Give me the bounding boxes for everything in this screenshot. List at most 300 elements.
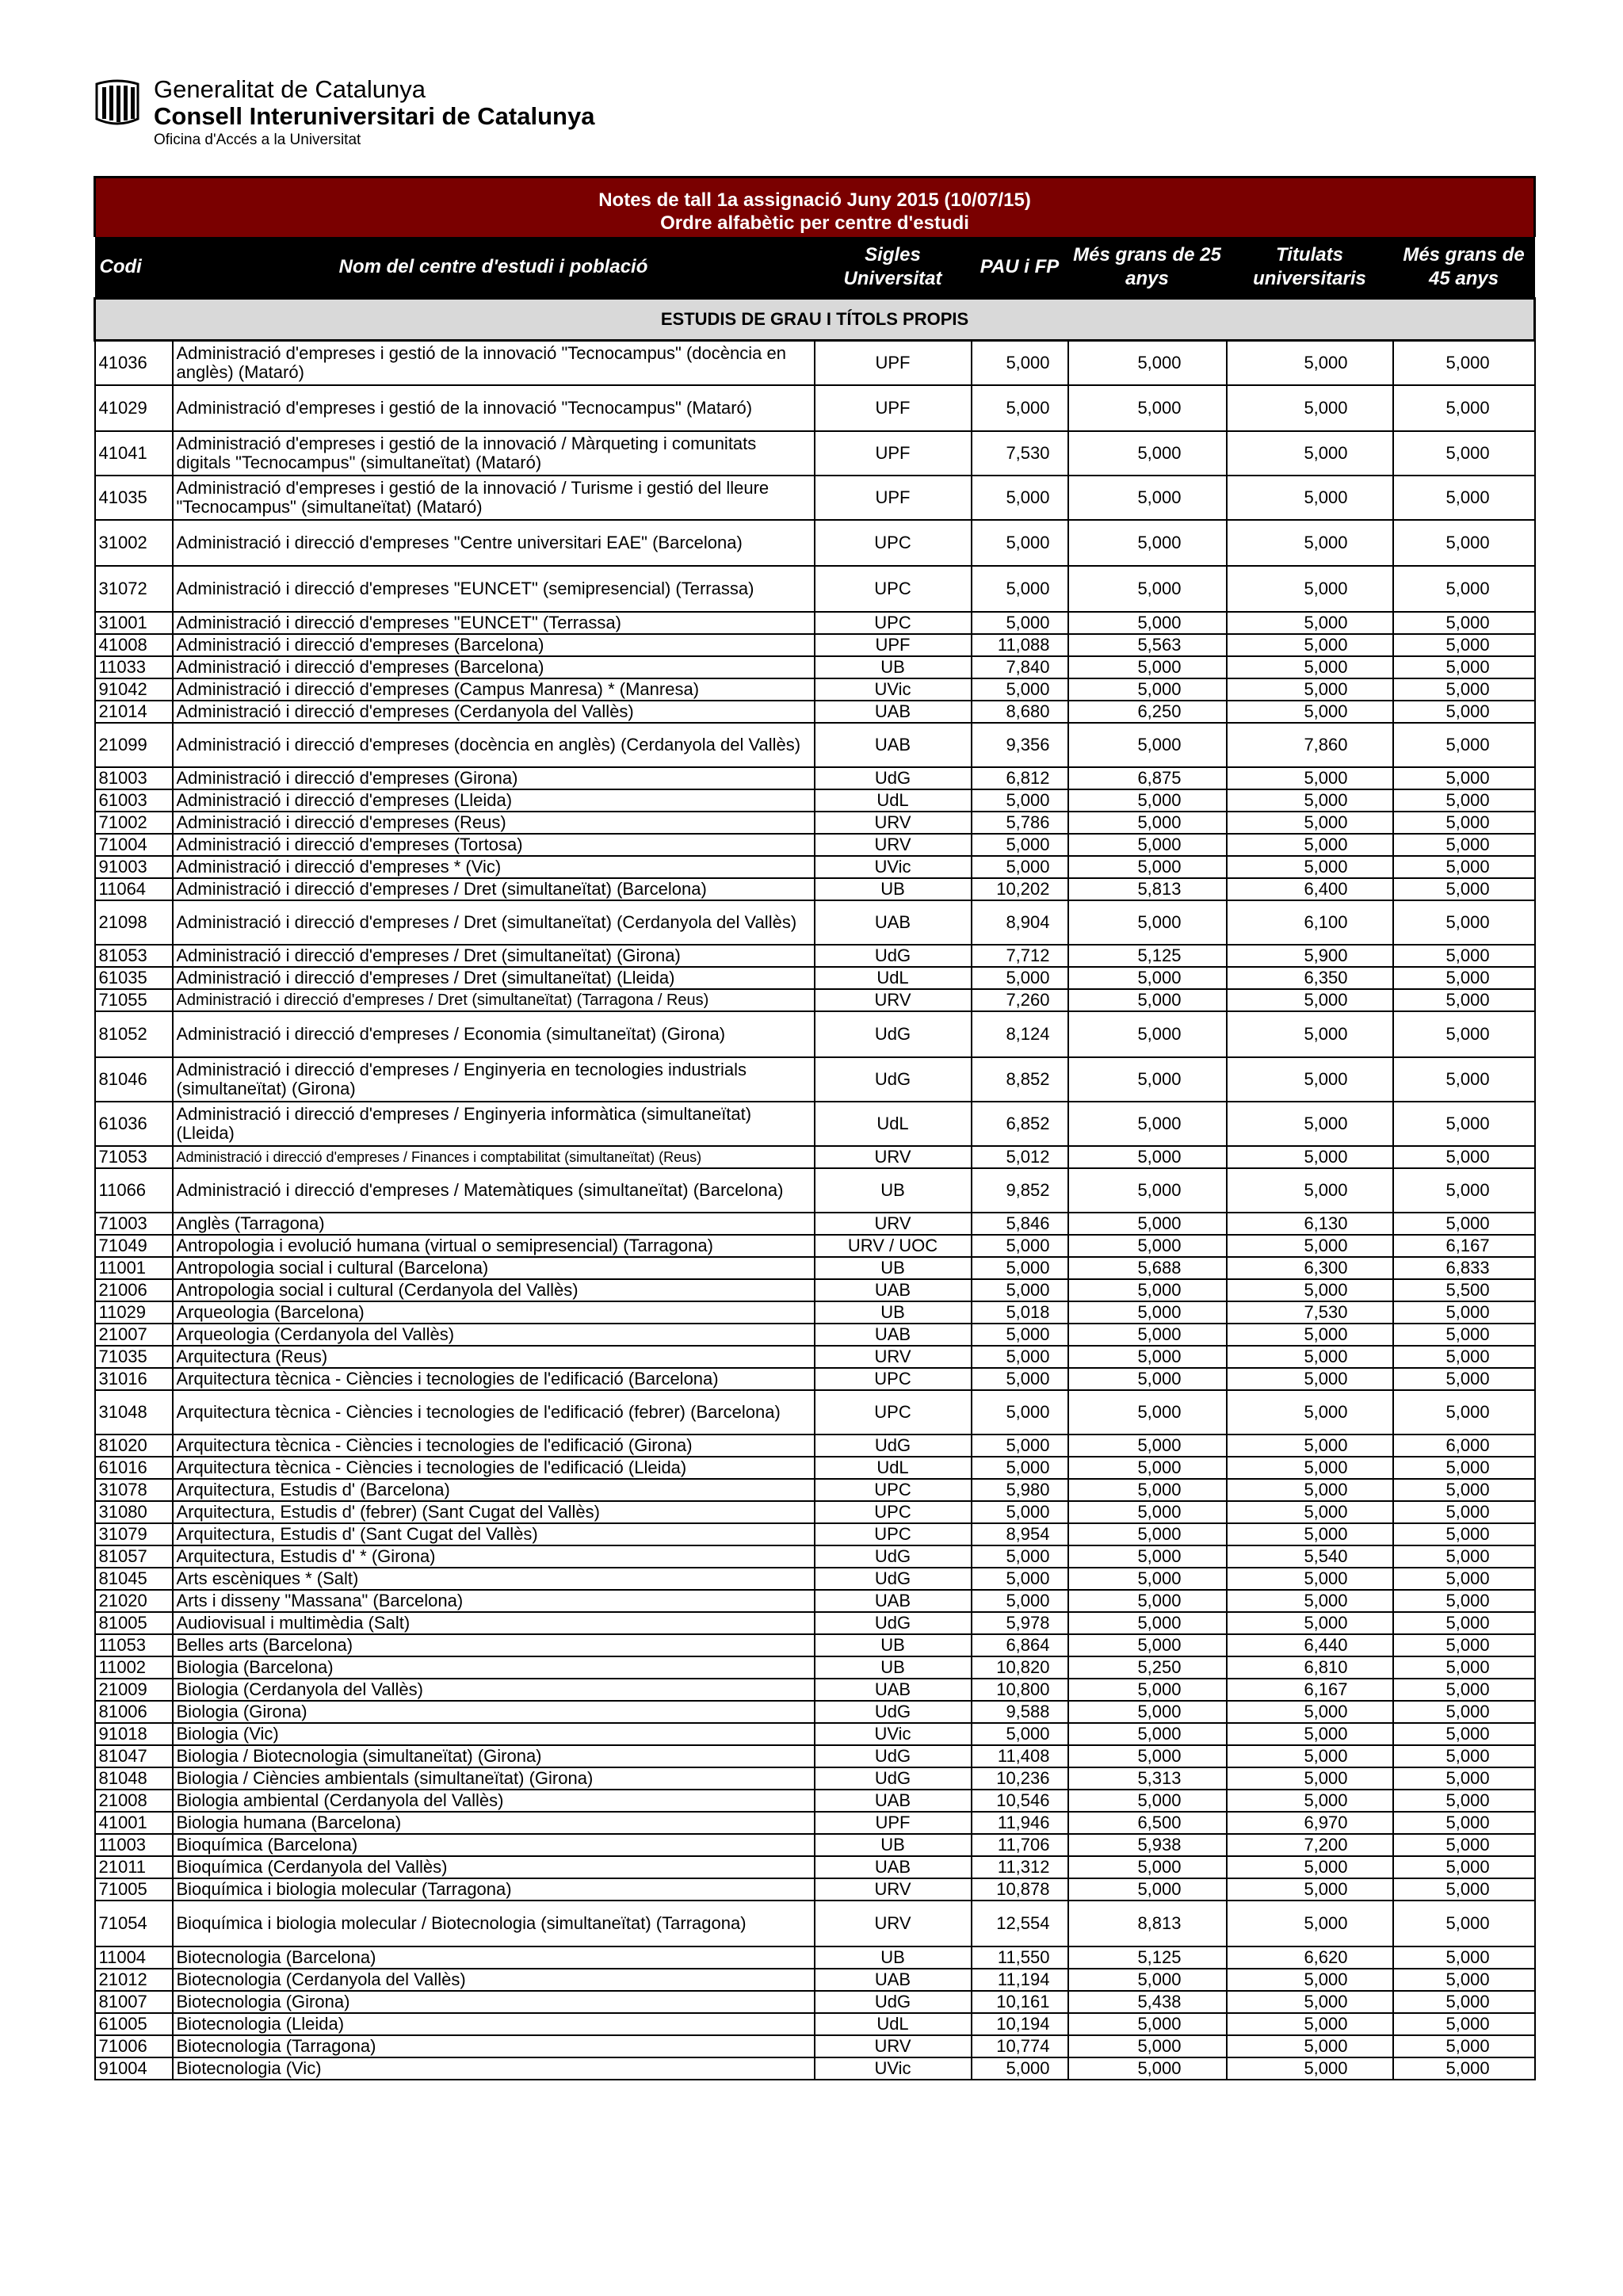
row-codi: 41035 [95,476,173,520]
row-codi: 71003 [95,1213,173,1235]
row-university: URV [815,1146,972,1168]
row-centre-name: Arquitectura, Estudis d' (Barcelona) [173,1479,815,1501]
row-university: URV [815,1878,972,1901]
row-mg25: 5,000 [1068,2057,1227,2080]
row-university: URV [815,2035,972,2057]
row-university: URV [815,812,972,834]
row-centre-name: Arquitectura tècnica - Ciències i tecnologies de l'edificació (Girona) [173,1435,815,1457]
row-codi: 71054 [95,1901,173,1946]
row-mg45: 5,000 [1393,812,1535,834]
row-mg45: 5,000 [1393,1612,1535,1634]
row-titulats: 6,620 [1227,1946,1393,1969]
row-titulats: 6,350 [1227,967,1393,989]
row-mg45: 5,000 [1393,1656,1535,1679]
row-mg25: 5,000 [1068,967,1227,989]
row-codi: 81007 [95,1991,173,2013]
row-mg25: 5,000 [1068,834,1227,856]
row-codi: 21007 [95,1324,173,1346]
row-pau-fp: 11,550 [972,1946,1068,1969]
row-university: UB [815,656,972,678]
row-university: UdG [815,767,972,789]
row-titulats: 5,540 [1227,1545,1393,1568]
row-centre-name: Bioquímica i biologia molecular / Biotecnologia (simultaneïtat) (Tarragona) [173,1901,815,1946]
table-row [95,1834,1535,1856]
table-row [95,1168,1535,1213]
row-mg45: 5,000 [1393,2035,1535,2057]
row-mg45: 5,000 [1393,341,1535,386]
row-codi: 71004 [95,834,173,856]
row-pau-fp: 9,852 [972,1168,1068,1213]
table-row [95,1523,1535,1545]
row-mg45: 5,000 [1393,476,1535,520]
row-pau-fp: 5,000 [972,1723,1068,1745]
table-row [95,612,1535,634]
table-row [95,1279,1535,1301]
row-mg25: 5,000 [1068,1235,1227,1257]
row-titulats: 5,000 [1227,1501,1393,1523]
row-codi: 31002 [95,520,173,566]
row-mg45: 5,000 [1393,1634,1535,1656]
row-mg25: 5,000 [1068,856,1227,878]
row-pau-fp: 5,000 [972,834,1068,856]
row-mg45: 5,000 [1393,1723,1535,1745]
row-centre-name: Biologia humana (Barcelona) [173,1812,815,1834]
row-codi: 41029 [95,385,173,431]
row-centre-name: Biotecnologia (Cerdanyola del Vallès) [173,1969,815,1991]
row-centre-name: Biotecnologia (Vic) [173,2057,815,2080]
row-codi: 21006 [95,1279,173,1301]
row-mg45: 5,000 [1393,1523,1535,1545]
row-centre-name: Bioquímica (Cerdanyola del Vallès) [173,1856,815,1878]
row-university: UPC [815,1501,972,1523]
row-codi: 11003 [95,1834,173,1856]
row-codi: 61005 [95,2013,173,2035]
row-mg25: 5,000 [1068,1479,1227,1501]
row-titulats: 5,000 [1227,856,1393,878]
col-header-mg45: Més grans de 45 anys [1393,237,1535,299]
row-titulats: 5,000 [1227,566,1393,612]
row-centre-name: Biologia (Vic) [173,1723,815,1745]
table-row [95,2035,1535,2057]
row-titulats: 6,400 [1227,878,1393,900]
row-university: UAB [815,900,972,945]
row-university: UPF [815,385,972,431]
row-centre-name: Administració i direcció d'empreses "EUNCET" (semipresencial) (Terrassa) [173,566,815,612]
row-codi: 81006 [95,1701,173,1723]
table-row [95,723,1535,767]
row-mg25: 5,000 [1068,900,1227,945]
row-mg45: 5,000 [1393,1324,1535,1346]
row-pau-fp: 6,812 [972,767,1068,789]
row-titulats: 5,000 [1227,1523,1393,1545]
row-university: UB [815,1301,972,1324]
row-codi: 71035 [95,1346,173,1368]
row-university: UPF [815,476,972,520]
row-mg25: 5,000 [1068,1545,1227,1568]
row-mg25: 5,000 [1068,1701,1227,1723]
row-centre-name: Belles arts (Barcelona) [173,1634,815,1656]
row-codi: 31079 [95,1523,173,1545]
row-pau-fp: 8,852 [972,1057,1068,1102]
table-body [95,341,1535,2080]
row-centre-name: Biologia ambiental (Cerdanyola del Vallès) [173,1790,815,1812]
row-mg45: 5,000 [1393,1011,1535,1057]
row-codi: 41036 [95,341,173,386]
row-university: UAB [815,1679,972,1701]
row-pau-fp: 5,000 [972,1346,1068,1368]
row-codi: 91018 [95,1723,173,1745]
row-mg25: 5,000 [1068,989,1227,1011]
row-university: UAB [815,1279,972,1301]
row-mg25: 5,000 [1068,1146,1227,1168]
table-row [95,1545,1535,1568]
row-titulats: 5,000 [1227,1878,1393,1901]
row-university: UdG [815,1701,972,1723]
row-mg45: 5,000 [1393,1745,1535,1767]
row-mg25: 5,000 [1068,1969,1227,1991]
row-pau-fp: 5,000 [972,1257,1068,1279]
row-codi: 41041 [95,431,173,476]
row-codi: 61035 [95,967,173,989]
row-mg45: 5,000 [1393,1834,1535,1856]
row-mg25: 5,000 [1068,1856,1227,1878]
row-pau-fp: 11,946 [972,1812,1068,1834]
row-pau-fp: 10,878 [972,1878,1068,1901]
table-row [95,1590,1535,1612]
row-mg45: 5,000 [1393,1057,1535,1102]
row-university: UdL [815,2013,972,2035]
row-pau-fp: 11,194 [972,1969,1068,1991]
row-codi: 31080 [95,1501,173,1523]
table-row [95,1457,1535,1479]
row-centre-name: Administració i direcció d'empreses (Reus) [173,812,815,834]
row-titulats: 5,000 [1227,1346,1393,1368]
row-mg25: 5,000 [1068,812,1227,834]
row-pau-fp: 10,236 [972,1767,1068,1790]
row-mg25: 5,813 [1068,878,1227,900]
table-row [95,1634,1535,1656]
table-row [95,1346,1535,1368]
row-mg25: 5,000 [1068,1346,1227,1368]
row-centre-name: Administració i direcció d'empreses (Campus Manresa) * (Manresa) [173,678,815,701]
table-row [95,656,1535,678]
row-university: UB [815,1634,972,1656]
row-pau-fp: 12,554 [972,1901,1068,1946]
row-mg45: 5,000 [1393,723,1535,767]
table-row [95,945,1535,967]
table-row [95,2013,1535,2035]
row-titulats: 5,000 [1227,1479,1393,1501]
row-pau-fp: 5,000 [972,678,1068,701]
row-titulats: 7,200 [1227,1834,1393,1856]
table-row [95,1057,1535,1102]
row-mg25: 5,000 [1068,789,1227,812]
row-codi: 11033 [95,656,173,678]
table-row [95,1856,1535,1878]
col-header-mg25: Més grans de 25 anys [1068,237,1227,299]
row-mg25: 6,875 [1068,767,1227,789]
row-mg25: 5,000 [1068,1612,1227,1634]
row-mg45: 5,000 [1393,1568,1535,1590]
row-mg45: 5,500 [1393,1279,1535,1301]
row-pau-fp: 5,000 [972,1457,1068,1479]
table-row [95,967,1535,989]
row-university: UdG [815,1745,972,1767]
row-pau-fp: 5,000 [972,1568,1068,1590]
table-row [95,812,1535,834]
row-pau-fp: 11,088 [972,634,1068,656]
table-row [95,1102,1535,1146]
row-titulats: 5,000 [1227,476,1393,520]
row-codi: 11053 [95,1634,173,1656]
row-titulats: 5,000 [1227,1969,1393,1991]
row-university: UPF [815,1812,972,1834]
row-university: URV [815,834,972,856]
row-codi: 81053 [95,945,173,967]
row-centre-name: Administració i direcció d'empreses / Dret (simultaneïtat) (Tarragona / Reus) [173,989,815,1011]
table-row [95,1991,1535,2013]
table-row [95,900,1535,945]
row-mg25: 5,000 [1068,1790,1227,1812]
row-mg45: 5,000 [1393,1390,1535,1435]
row-titulats: 5,000 [1227,1324,1393,1346]
row-mg25: 5,125 [1068,1946,1227,1969]
row-centre-name: Arts escèniques * (Salt) [173,1568,815,1590]
row-codi: 31001 [95,612,173,634]
table-row [95,1767,1535,1790]
row-centre-name: Arqueologia (Barcelona) [173,1301,815,1324]
row-university: UPC [815,566,972,612]
row-pau-fp: 5,980 [972,1479,1068,1501]
row-titulats: 5,000 [1227,1723,1393,1745]
row-pau-fp: 7,260 [972,989,1068,1011]
row-codi: 31072 [95,566,173,612]
row-codi: 21020 [95,1590,173,1612]
row-mg25: 5,000 [1068,1568,1227,1590]
row-mg45: 5,000 [1393,701,1535,723]
row-mg45: 5,000 [1393,656,1535,678]
row-pau-fp: 7,840 [972,656,1068,678]
row-centre-name: Administració i direcció d'empreses / Dret (simultaneïtat) (Girona) [173,945,815,967]
row-codi: 41008 [95,634,173,656]
row-mg25: 6,500 [1068,1812,1227,1834]
row-mg25: 5,000 [1068,2013,1227,2035]
row-university: UdL [815,967,972,989]
row-mg45: 5,000 [1393,1946,1535,1969]
row-mg45: 5,000 [1393,856,1535,878]
table-row [95,1146,1535,1168]
row-centre-name: Administració d'empreses i gestió de la innovació / Turisme i gestió del lleure "Tecnocampus" (simultaneïtat) (Mataró) [173,476,815,520]
row-mg25: 5,563 [1068,634,1227,656]
table-row [95,1612,1535,1634]
row-university: UVic [815,2057,972,2080]
row-mg25: 5,000 [1068,520,1227,566]
row-centre-name: Administració i direcció d'empreses / Dret (simultaneïtat) (Barcelona) [173,878,815,900]
row-codi: 21098 [95,900,173,945]
row-titulats: 5,000 [1227,1057,1393,1102]
table-row [95,520,1535,566]
row-university: UB [815,1834,972,1856]
row-titulats: 5,000 [1227,634,1393,656]
row-centre-name: Bioquímica i biologia molecular (Tarragona) [173,1878,815,1901]
row-university: UVic [815,678,972,701]
row-mg25: 5,000 [1068,1634,1227,1656]
row-university: URV [815,1901,972,1946]
org-name-generalitat: Generalitat de Catalunya [154,75,426,103]
table-row [95,1301,1535,1324]
row-centre-name: Administració i direcció d'empreses / Enginyeria informàtica (simultaneïtat) (Lleida) [173,1102,815,1146]
row-university: UdL [815,1457,972,1479]
row-codi: 71055 [95,989,173,1011]
row-pau-fp: 7,530 [972,431,1068,476]
row-titulats: 6,130 [1227,1213,1393,1235]
row-centre-name: Arqueologia (Cerdanyola del Vallès) [173,1324,815,1346]
row-pau-fp: 10,202 [972,878,1068,900]
row-codi: 31048 [95,1390,173,1435]
row-centre-name: Arquitectura tècnica - Ciències i tecnologies de l'edificació (Lleida) [173,1457,815,1479]
row-titulats: 5,000 [1227,1612,1393,1634]
row-titulats: 5,000 [1227,1368,1393,1390]
row-mg25: 5,000 [1068,1390,1227,1435]
table-row [95,1969,1535,1991]
section-label: ESTUDIS DE GRAU I TÍTOLS PROPIS [95,299,1535,341]
row-pau-fp: 5,846 [972,1213,1068,1235]
row-university: UB [815,1168,972,1213]
row-mg45: 5,000 [1393,1590,1535,1612]
row-centre-name: Administració i direcció d'empreses (Girona) [173,767,815,789]
row-pau-fp: 5,000 [972,341,1068,386]
row-mg25: 5,000 [1068,385,1227,431]
row-codi: 71006 [95,2035,173,2057]
table-row [95,476,1535,520]
row-codi: 11066 [95,1168,173,1213]
row-mg45: 5,000 [1393,834,1535,856]
row-centre-name: Antropologia i evolució humana (virtual o semipresencial) (Tarragona) [173,1235,815,1257]
table-row [95,1368,1535,1390]
row-titulats: 6,440 [1227,1634,1393,1656]
table-row [95,1679,1535,1701]
generalitat-logo-icon [94,79,141,127]
row-pau-fp: 5,000 [972,520,1068,566]
row-centre-name: Administració d'empreses i gestió de la innovació "Tecnocampus" (Mataró) [173,385,815,431]
row-mg25: 5,000 [1068,1523,1227,1545]
row-pau-fp: 10,820 [972,1656,1068,1679]
row-university: UPC [815,1523,972,1545]
table-row [95,385,1535,431]
column-header-row [95,237,1535,299]
row-titulats: 5,000 [1227,1102,1393,1146]
row-centre-name: Biologia (Girona) [173,1701,815,1723]
row-centre-name: Administració i direcció d'empreses * (Vic) [173,856,815,878]
row-codi: 31016 [95,1368,173,1390]
row-mg25: 5,000 [1068,612,1227,634]
row-pau-fp: 5,000 [972,1324,1068,1346]
row-centre-name: Administració i direcció d'empreses (Barcelona) [173,634,815,656]
row-centre-name: Administració i direcció d'empreses / Finances i comptabilitat (simultaneïtat) (Reus) [173,1146,815,1168]
row-university: URV [815,1346,972,1368]
table-row [95,1878,1535,1901]
row-mg45: 5,000 [1393,789,1535,812]
col-header-nom: Nom del centre d'estudi i població [173,237,815,299]
row-mg25: 5,000 [1068,1501,1227,1523]
col-header-titulats: Titulats universitaris [1227,237,1393,299]
row-codi: 81005 [95,1612,173,1634]
row-pau-fp: 5,000 [972,1435,1068,1457]
row-mg45: 5,000 [1393,431,1535,476]
row-centre-name: Administració i direcció d'empreses / Dret (simultaneïtat) (Cerdanyola del Vallès) [173,900,815,945]
row-centre-name: Biotecnologia (Lleida) [173,2013,815,2035]
row-centre-name: Arquitectura tècnica - Ciències i tecnologies de l'edificació (febrer) (Barcelona) [173,1390,815,1435]
row-mg45: 5,000 [1393,1991,1535,2013]
row-mg45: 5,000 [1393,520,1535,566]
row-titulats: 7,860 [1227,723,1393,767]
row-pau-fp: 5,000 [972,476,1068,520]
row-centre-name: Biotecnologia (Barcelona) [173,1946,815,1969]
row-mg45: 6,167 [1393,1235,1535,1257]
row-codi: 91042 [95,678,173,701]
row-titulats: 5,000 [1227,1745,1393,1767]
row-titulats: 5,000 [1227,1991,1393,2013]
row-titulats: 5,000 [1227,341,1393,386]
row-centre-name: Administració i direcció d'empreses "EUNCET" (Terrassa) [173,612,815,634]
row-pau-fp: 5,012 [972,1146,1068,1168]
table-row [95,1011,1535,1057]
table-row [95,989,1535,1011]
row-titulats: 5,000 [1227,1457,1393,1479]
row-mg25: 5,000 [1068,1590,1227,1612]
row-mg45: 5,000 [1393,1679,1535,1701]
row-university: UAB [815,1856,972,1878]
row-pau-fp: 5,000 [972,1235,1068,1257]
row-titulats: 5,000 [1227,1279,1393,1301]
row-titulats: 5,000 [1227,1435,1393,1457]
row-university: UdG [815,1057,972,1102]
row-mg45: 5,000 [1393,767,1535,789]
table-row [95,1479,1535,1501]
row-university: UPC [815,1368,972,1390]
row-mg45: 5,000 [1393,612,1535,634]
row-mg45: 5,000 [1393,1168,1535,1213]
row-mg25: 5,250 [1068,1656,1227,1679]
row-university: UdG [815,1991,972,2013]
row-pau-fp: 5,018 [972,1301,1068,1324]
row-mg45: 5,000 [1393,1146,1535,1168]
table-row [95,1257,1535,1279]
row-codi: 11064 [95,878,173,900]
row-pau-fp: 5,978 [972,1612,1068,1634]
row-pau-fp: 5,000 [972,1545,1068,1568]
row-university: UAB [815,1790,972,1812]
table-row [95,1701,1535,1723]
row-mg25: 5,000 [1068,431,1227,476]
row-mg25: 5,000 [1068,1457,1227,1479]
row-mg25: 8,813 [1068,1901,1227,1946]
row-mg45: 5,000 [1393,1901,1535,1946]
row-centre-name: Biotecnologia (Girona) [173,1991,815,2013]
row-codi: 11001 [95,1257,173,1279]
row-pau-fp: 5,000 [972,1368,1068,1390]
row-titulats: 5,000 [1227,2013,1393,2035]
row-mg25: 5,938 [1068,1834,1227,1856]
row-mg45: 5,000 [1393,1102,1535,1146]
row-mg45: 5,000 [1393,1969,1535,1991]
row-university: UB [815,1257,972,1279]
row-titulats: 5,000 [1227,520,1393,566]
row-mg45: 5,000 [1393,1878,1535,1901]
row-mg45: 5,000 [1393,1479,1535,1501]
row-university: UB [815,878,972,900]
row-university: UdG [815,1011,972,1057]
